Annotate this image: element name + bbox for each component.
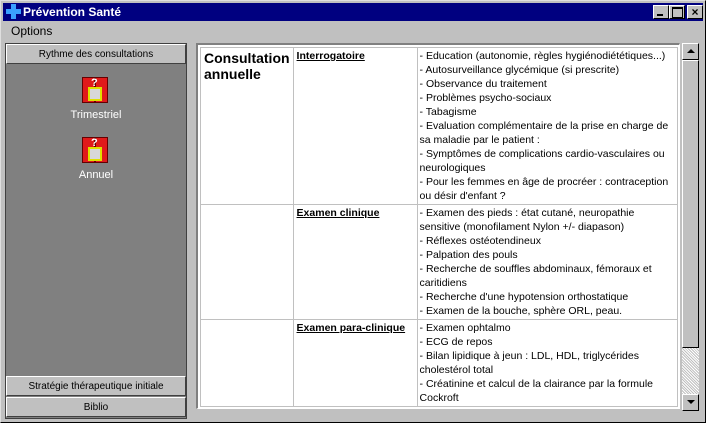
left-panel xyxy=(5,43,187,419)
book-icon: ? xyxy=(82,77,110,105)
rythme-header-button[interactable]: Rythme des consultations xyxy=(6,44,186,64)
trimestriel-label: Trimestriel xyxy=(70,109,122,121)
strategie-button[interactable]: Stratégie thérapeutique initiale xyxy=(6,376,186,396)
cross-icon xyxy=(6,4,21,19)
maximize-button[interactable] xyxy=(669,5,685,19)
close-button[interactable] xyxy=(687,5,703,19)
biblio-button[interactable]: Biblio xyxy=(6,397,186,417)
consultation-title: Consultation annuelle xyxy=(201,48,294,205)
consultation-table xyxy=(200,47,678,407)
minimize-button[interactable] xyxy=(653,5,669,19)
scroll-thumb[interactable] xyxy=(682,60,699,348)
scroll-track[interactable] xyxy=(682,348,699,394)
scroll-up-button[interactable] xyxy=(682,43,699,60)
close-icon: × xyxy=(691,5,699,19)
table-row xyxy=(201,320,678,407)
section-text: - Examen ophtalmo - ECG de repos - Bilan lipidique à jeun : LDL, HDL, triglycérides cholestérol total - Créatinine et calcul de la clairance par la formule Cockroft xyxy=(417,320,677,407)
section-examen-para-clinique: Examen para-clinique xyxy=(293,320,417,407)
section-examen-clinique: Examen clinique xyxy=(293,205,417,320)
book-icon: ? xyxy=(82,137,110,165)
section-text: - Education (autonomie, règles hygiénodiététiques...) - Autosurveillance glycémique (si prescrite) - Observance du traitement - Problèmes psycho-sociaux - Tabagisme - Evaluation complémentaire de la prise en charge de sa maladie par le patient : - Symptômes de complications cardio-vasculaires ou neurologiques - Pour les femmes en âge de procréer : contraception ou désir d'enfant ? xyxy=(417,48,677,205)
title-bar[interactable] xyxy=(3,3,703,21)
empty-cell xyxy=(201,205,294,320)
section-interrogatoire: Interrogatoire xyxy=(293,48,417,205)
menu-options[interactable]: Options xyxy=(11,24,53,38)
content-area xyxy=(196,43,680,409)
vertical-scrollbar[interactable] xyxy=(682,43,699,411)
table-row xyxy=(201,205,678,320)
menu-bar xyxy=(3,22,703,40)
empty-cell xyxy=(201,320,294,407)
section-text: - Examen des pieds : état cutané, neuropathie sensitive (monofilament Nylon +/- diapason) - Réflexes ostéotendineux - Palpation des pouls - Recherche de souffles abdominaux, fémoraux et caritidiens - Recherche d'une hypotension orthostatique - Examen de la bouche, sphère ORL, peau. xyxy=(417,205,677,320)
window-title: Prévention Santé xyxy=(23,5,122,19)
trimestriel-item[interactable] xyxy=(56,77,136,121)
table-row xyxy=(201,48,678,205)
scroll-down-button[interactable] xyxy=(682,394,699,411)
annuel-label: Annuel xyxy=(78,169,114,181)
annuel-item[interactable] xyxy=(56,137,136,181)
